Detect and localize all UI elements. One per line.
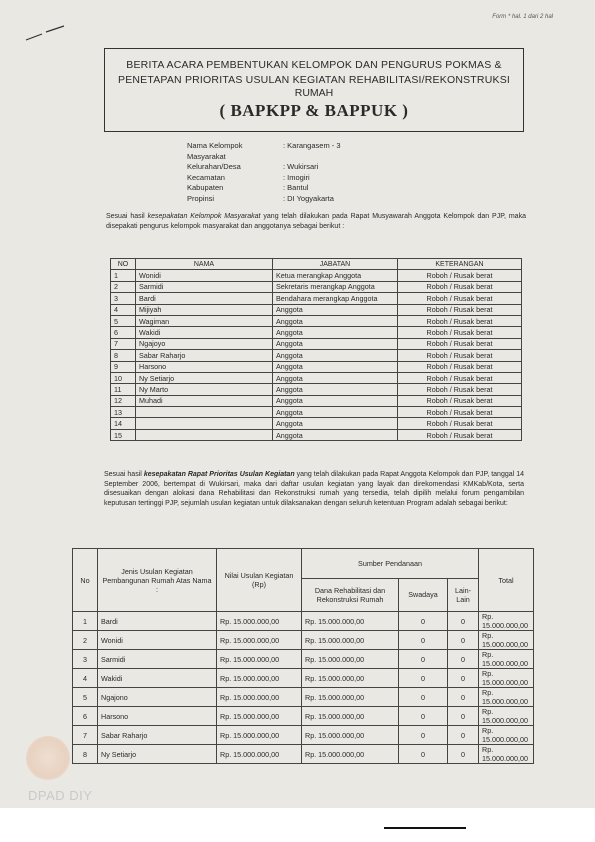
member-name: Sabar Raharjo: [136, 350, 273, 361]
proposal-fund: Rp. 15.000.000,00: [302, 631, 399, 650]
member-row: [111, 384, 522, 395]
proposals-header-row-1: [73, 549, 534, 579]
member-remark: Roboh / Rusak berat: [398, 270, 522, 281]
info-value: : Bantul: [283, 183, 309, 192]
info-label: Kelurahan/Desa: [187, 162, 241, 171]
proposal-total: Rp. 15.000.000,00: [479, 669, 534, 688]
member-remark: Roboh / Rusak berat: [398, 293, 522, 304]
proposal-name: Ngajono: [98, 688, 217, 707]
member-row: [111, 429, 522, 440]
proposal-value: Rp. 15.000.000,00: [217, 745, 302, 764]
member-remark: Roboh / Rusak berat: [398, 429, 522, 440]
proposal-other: 0: [448, 650, 479, 669]
proposal-name: Wakidi: [98, 669, 217, 688]
title-acronym: ( BAPKPP & BAPPUK ): [219, 101, 409, 120]
proposal-total: Rp. 15.000.000,00: [479, 707, 534, 726]
proposal-value: Rp. 15.000.000,00: [217, 688, 302, 707]
member-remark: Roboh / Rusak berat: [398, 384, 522, 395]
proposal-fund: Rp. 15.000.000,00: [302, 669, 399, 688]
info-value: : Imogiri: [283, 172, 310, 182]
proposal-fund: Rp. 15.000.000,00: [302, 650, 399, 669]
member-no: 4: [111, 304, 136, 315]
proposal-total: Rp. 15.000.000,00: [479, 650, 534, 669]
member-position: Anggota: [273, 315, 398, 326]
proposal-fund: Rp. 15.000.000,00: [302, 745, 399, 764]
proposal-no: 2: [73, 631, 98, 650]
proposal-name: Ny Setiarjo: [98, 745, 217, 764]
member-remark: Roboh / Rusak berat: [398, 304, 522, 315]
member-remark: Roboh / Rusak berat: [398, 395, 522, 406]
proposal-fund: Rp. 15.000.000,00: [302, 612, 399, 631]
member-name: [136, 407, 273, 418]
member-no: 9: [111, 361, 136, 372]
proposal-fund: Rp. 15.000.000,00: [302, 688, 399, 707]
members-header-row: [111, 259, 522, 270]
member-name: [136, 418, 273, 429]
info-row: [187, 194, 423, 205]
col-no-header: No: [73, 549, 98, 612]
proposal-row: [73, 707, 534, 726]
proposal-value: Rp. 15.000.000,00: [217, 707, 302, 726]
proposal-value: Rp. 15.000.000,00: [217, 669, 302, 688]
member-name: Mijiyah: [136, 304, 273, 315]
proposal-total: Rp. 15.000.000,00: [479, 688, 534, 707]
col-nama-header: NAMA: [136, 259, 273, 270]
proposal-swadaya: 0: [399, 688, 448, 707]
member-no: 14: [111, 418, 136, 429]
member-no: 3: [111, 293, 136, 304]
info-row: [187, 162, 423, 173]
member-row: [111, 338, 522, 349]
member-remark: Roboh / Rusak berat: [398, 338, 522, 349]
info-value: : Wukirsari: [283, 162, 319, 171]
member-name: Ny Setiarjo: [136, 372, 273, 383]
member-row: [111, 395, 522, 406]
member-no: 6: [111, 327, 136, 338]
agreement-paragraph-1: [106, 212, 526, 231]
proposal-value: Rp. 15.000.000,00: [217, 612, 302, 631]
member-row: [111, 304, 522, 315]
member-position: Anggota: [273, 395, 398, 406]
member-position: Sekretaris merangkap Anggota: [273, 281, 398, 292]
para2-text-start: Sesuai hasil: [104, 471, 144, 478]
info-label: Kabupaten: [187, 183, 224, 192]
para1-text-end: yang telah dilakukan pada Rapat Musyawarah Anggota Kelompok dan PJP, maka disepakati pengurus kelompok masyarakat dan anggotanya sebagai berikut :: [106, 213, 526, 230]
member-position: Ketua merangkap Anggota: [273, 270, 398, 281]
proposal-row: [73, 669, 534, 688]
member-no: 8: [111, 350, 136, 361]
proposal-name: Wonidi: [98, 631, 217, 650]
member-no: 1: [111, 270, 136, 281]
member-remark: Roboh / Rusak berat: [398, 407, 522, 418]
proposal-no: 7: [73, 726, 98, 745]
member-name: Ngajoyo: [136, 338, 273, 349]
member-name: Wagiman: [136, 315, 273, 326]
proposal-value: Rp. 15.000.000,00: [217, 631, 302, 650]
proposal-no: 1: [73, 612, 98, 631]
info-label: Kecamatan: [187, 172, 225, 182]
proposal-no: 4: [73, 669, 98, 688]
proposal-row: [73, 726, 534, 745]
title-line-3: RUMAH: [294, 87, 334, 99]
member-row: [111, 270, 522, 281]
proposal-swadaya: 0: [399, 669, 448, 688]
proposal-value: Rp. 15.000.000,00: [217, 650, 302, 669]
member-no: 13: [111, 407, 136, 418]
footer-rule: [384, 827, 466, 829]
info-row: [187, 141, 423, 162]
col-dana-header: Dana Rehabilitasi dan Rekonstruksi Rumah: [302, 578, 399, 611]
col-keterangan-header: KETERANGAN: [398, 259, 522, 270]
member-no: 11: [111, 384, 136, 395]
info-label: Nama Kelompok Masyarakat: [187, 141, 243, 161]
member-no: 2: [111, 281, 136, 292]
member-position: Anggota: [273, 361, 398, 372]
proposal-row: [73, 612, 534, 631]
member-position: Anggota: [273, 338, 398, 349]
member-position: Bendahara merangkap Anggota: [273, 293, 398, 304]
proposal-other: 0: [448, 688, 479, 707]
proposal-other: 0: [448, 707, 479, 726]
member-remark: Roboh / Rusak berat: [398, 418, 522, 429]
member-remark: Roboh / Rusak berat: [398, 281, 522, 292]
proposal-other: 0: [448, 669, 479, 688]
member-row: [111, 350, 522, 361]
proposal-name: Bardi: [98, 612, 217, 631]
para2-emphasis: kesepakatan Rapat Prioritas Usulan Kegiatan: [143, 471, 295, 478]
proposal-value: Rp. 15.000.000,00: [217, 726, 302, 745]
member-position: Anggota: [273, 304, 398, 315]
proposal-total: Rp. 15.000.000,00: [479, 631, 534, 650]
col-lain-header: Lain-Lain: [448, 578, 479, 611]
proposal-name: Harsono: [98, 707, 217, 726]
member-position: Anggota: [273, 384, 398, 395]
member-row: [111, 418, 522, 429]
member-position: Anggota: [273, 418, 398, 429]
form-number: Form * hal. 1 dari 2 hal: [492, 14, 553, 20]
col-no-header: NO: [111, 259, 136, 270]
member-remark: Roboh / Rusak berat: [398, 315, 522, 326]
proposal-no: 3: [73, 650, 98, 669]
proposal-name: Sabar Raharjo: [98, 726, 217, 745]
info-value: : DI Yogyakarta: [283, 193, 334, 203]
info-value: : Karangasem - 3: [283, 141, 341, 150]
member-position: Anggota: [273, 372, 398, 383]
proposal-swadaya: 0: [399, 631, 448, 650]
member-name: Bardi: [136, 293, 273, 304]
proposals-table: [72, 548, 534, 764]
member-position: Anggota: [273, 429, 398, 440]
member-row: [111, 315, 522, 326]
col-total-header: Total: [479, 549, 534, 612]
proposal-total: Rp. 15.000.000,00: [479, 612, 534, 631]
para1-text-start: Sesuai hasil: [106, 213, 148, 220]
proposal-fund: Rp. 15.000.000,00: [302, 726, 399, 745]
group-info: [187, 141, 423, 204]
member-position: Anggota: [273, 327, 398, 338]
member-no: 12: [111, 395, 136, 406]
proposal-swadaya: 0: [399, 612, 448, 631]
member-remark: Roboh / Rusak berat: [398, 372, 522, 383]
col-nilai-header: Nilai Usulan Kegiatan (Rp): [217, 549, 302, 612]
member-name: Harsono: [136, 361, 273, 372]
info-label: Propinsi: [187, 193, 215, 203]
col-jenis-header: Jenis Usulan Kegiatan Pembangunan Rumah Atas Nama :: [98, 549, 217, 612]
proposal-row: [73, 745, 534, 764]
proposal-row: [73, 631, 534, 650]
member-row: [111, 407, 522, 418]
proposal-name: Sarmidi: [98, 650, 217, 669]
pen-mark-icon: [24, 24, 84, 44]
member-position: Anggota: [273, 407, 398, 418]
member-row: [111, 293, 522, 304]
member-name: Ny Marto: [136, 384, 273, 395]
proposal-no: 8: [73, 745, 98, 764]
members-table: [110, 258, 522, 441]
para1-emphasis: kesepakatan Kelompok Masyarakat: [147, 213, 261, 220]
member-row: [111, 361, 522, 372]
member-name: Wonidi: [136, 270, 273, 281]
proposal-swadaya: 0: [399, 726, 448, 745]
proposal-no: 6: [73, 707, 98, 726]
col-sumber-header: Sumber Pendanaan: [302, 549, 479, 579]
proposal-other: 0: [448, 612, 479, 631]
proposal-swadaya: 0: [399, 745, 448, 764]
member-row: [111, 327, 522, 338]
title-line-1: BERITA ACARA PEMBENTUKAN KELOMPOK DAN PENGURUS POKMAS &: [126, 59, 502, 71]
member-row: [111, 372, 522, 383]
member-no: 5: [111, 315, 136, 326]
agreement-paragraph-2: [104, 470, 524, 508]
title-line-2: PENETAPAN PRIORITAS USULAN KEGIATAN REHABILITASI/REKONSTRUKSI: [117, 74, 511, 86]
member-name: Muhadi: [136, 395, 273, 406]
proposal-total: Rp. 15.000.000,00: [479, 726, 534, 745]
member-name: Sarmidi: [136, 281, 273, 292]
col-jabatan-header: JABATAN: [273, 259, 398, 270]
member-remark: Roboh / Rusak berat: [398, 350, 522, 361]
proposal-swadaya: 0: [399, 650, 448, 669]
member-remark: Roboh / Rusak berat: [398, 361, 522, 372]
member-name: [136, 429, 273, 440]
proposal-fund: Rp. 15.000.000,00: [302, 707, 399, 726]
col-swadaya-header: Swadaya: [399, 578, 448, 611]
watermark-label: DPAD DIY: [28, 788, 93, 803]
proposal-other: 0: [448, 631, 479, 650]
proposal-row: [73, 650, 534, 669]
title-box: [104, 48, 524, 132]
member-no: 10: [111, 372, 136, 383]
proposal-no: 5: [73, 688, 98, 707]
member-position: Anggota: [273, 350, 398, 361]
para2-text-end: yang telah dilakukan pada Rapat Anggota Kelompok dan PJP, tanggal 14 September 2006, bertempat di Wukirsari, maka dari daftar usulan kegiatan yang layak dan direkomendasi KMKab/Kota, serta disesuaikan dengan alokasi dana Rehabilitasi dan Rekonstruksi rumah yang tersedia, telah dipilih melalui forum pengambilan keputusan tertinggi PJP, sejumlah usulan kegiatan untuk dilaksanakan dengan seluruh ketentuan Program adalah sebagai berikut:: [104, 471, 524, 507]
member-no: 15: [111, 429, 136, 440]
proposal-other: 0: [448, 745, 479, 764]
member-name: Wakidi: [136, 327, 273, 338]
proposal-swadaya: 0: [399, 707, 448, 726]
info-row: [187, 173, 423, 184]
member-no: 7: [111, 338, 136, 349]
member-remark: Roboh / Rusak berat: [398, 327, 522, 338]
proposal-other: 0: [448, 726, 479, 745]
proposal-total: Rp. 15.000.000,00: [479, 745, 534, 764]
member-row: [111, 281, 522, 292]
proposal-row: [73, 688, 534, 707]
info-row: [187, 183, 423, 194]
regional-seal-icon: [26, 736, 70, 780]
